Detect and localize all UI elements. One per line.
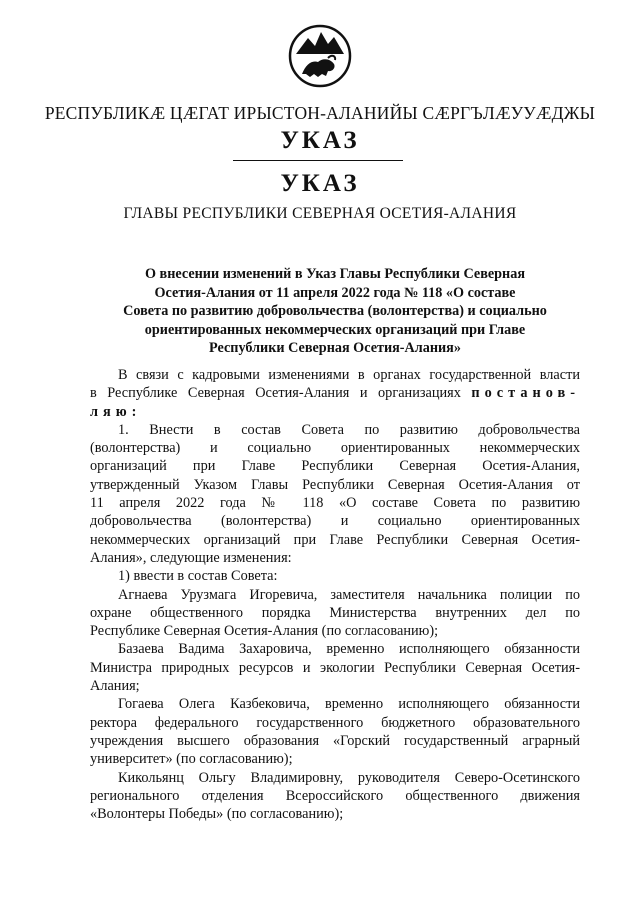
title-line: Совета по развитию добровольчества (волонтерства) и социально [123, 303, 547, 319]
preamble-text: в Республике Северная Осетия-Алания и организациях [90, 385, 472, 402]
title-line: Осетия-Алания от 11 апреля 2022 года № 118 «О составе [154, 284, 516, 301]
member-line: Республике Северная Осетия-Алания (по согласованию); [90, 623, 439, 640]
decree-title [90, 265, 580, 358]
header-ossetic-line: РЕСПУБЛИКӔ ЦӔГАТ ИРЫСТОН-АЛАНИЙЫ СӔРГЪЛӔУУӔДЖЫ [44, 103, 596, 123]
preamble-line [90, 384, 580, 402]
point1-line: 1. Внести в состав Совета по развитию добровольчества [118, 421, 580, 438]
subpoint-line: 1) ввести в состав Совета: [118, 568, 278, 585]
preamble-spaced-word: постанов- [471, 385, 580, 402]
decree-body [90, 366, 580, 823]
member-line: Агнаева Урузмага Игоревича, заместителя начальника полиции по [118, 586, 580, 603]
member-line: Базаева Вадима Захаровича, временно исполняющего обязанности [118, 641, 580, 658]
member-line: учреждения высшего образования «Горский государственный аграрный [90, 732, 580, 749]
point1-line: утвержденный Указом Главы Республики Северная Осетия-Алания от [90, 476, 580, 493]
header-divider [233, 160, 403, 161]
preamble-line: ляю: [90, 403, 142, 420]
ukaz-heading-ossetic: УКАЗ [280, 127, 360, 154]
member-line: Алания; [90, 678, 140, 695]
preamble-line: В связи с кадровыми изменениями в органах государственной власти [118, 367, 580, 383]
member-line: университет» (по согласованию); [90, 751, 293, 768]
point1-line: 11 апреля 2022 года № 118 «О составе Совета по развитию [90, 495, 580, 512]
point1-line: добровольчества (волонтерства) и социально ориентированных [90, 513, 580, 530]
point1-line: Алания», следующие изменения: [90, 549, 292, 566]
coat-of-arms-emblem [288, 24, 352, 88]
member-line: Кикольянц Ольгу Владимировну, руководителя Северо-Осетинского [118, 769, 580, 786]
ukaz-heading-russian: УКАЗ [280, 170, 360, 197]
member-line: Министра природных ресурсов и экологии Республики Северная Осетия- [90, 659, 580, 676]
member-line: охране общественного порядка Министерства внутренних дел по [90, 604, 580, 621]
point1-line: организаций при Главе Республики Северная Осетия-Алания, [90, 458, 580, 475]
title-line: Республики Северная Осетия-Алания» [209, 340, 461, 356]
member-line: регионального отделения Всероссийского общественного движения [90, 787, 580, 804]
member-line: Гогаева Олега Казбековича, временно исполняющего обязанности [118, 696, 580, 713]
emblem-icon [288, 24, 352, 88]
title-line: ориентированных некоммерческих организаций при Главе [144, 321, 526, 338]
header-russian-line: ГЛАВЫ РЕСПУБЛИКИ СЕВЕРНАЯ ОСЕТИЯ-АЛАНИЯ [123, 205, 517, 222]
member-line: «Волонтеры Победы» (по согласованию); [90, 806, 344, 823]
member-line: ректора федерального государственного бюджетного образовательного [90, 714, 580, 731]
title-line: О внесении изменений в Указ Главы Республики Северная [144, 266, 526, 282]
point1-line: некоммерческих организаций при Главе Республики Северная Осетия- [90, 531, 580, 548]
point1-line: (волонтерства) и социально ориентированных некоммерческих [90, 440, 580, 457]
